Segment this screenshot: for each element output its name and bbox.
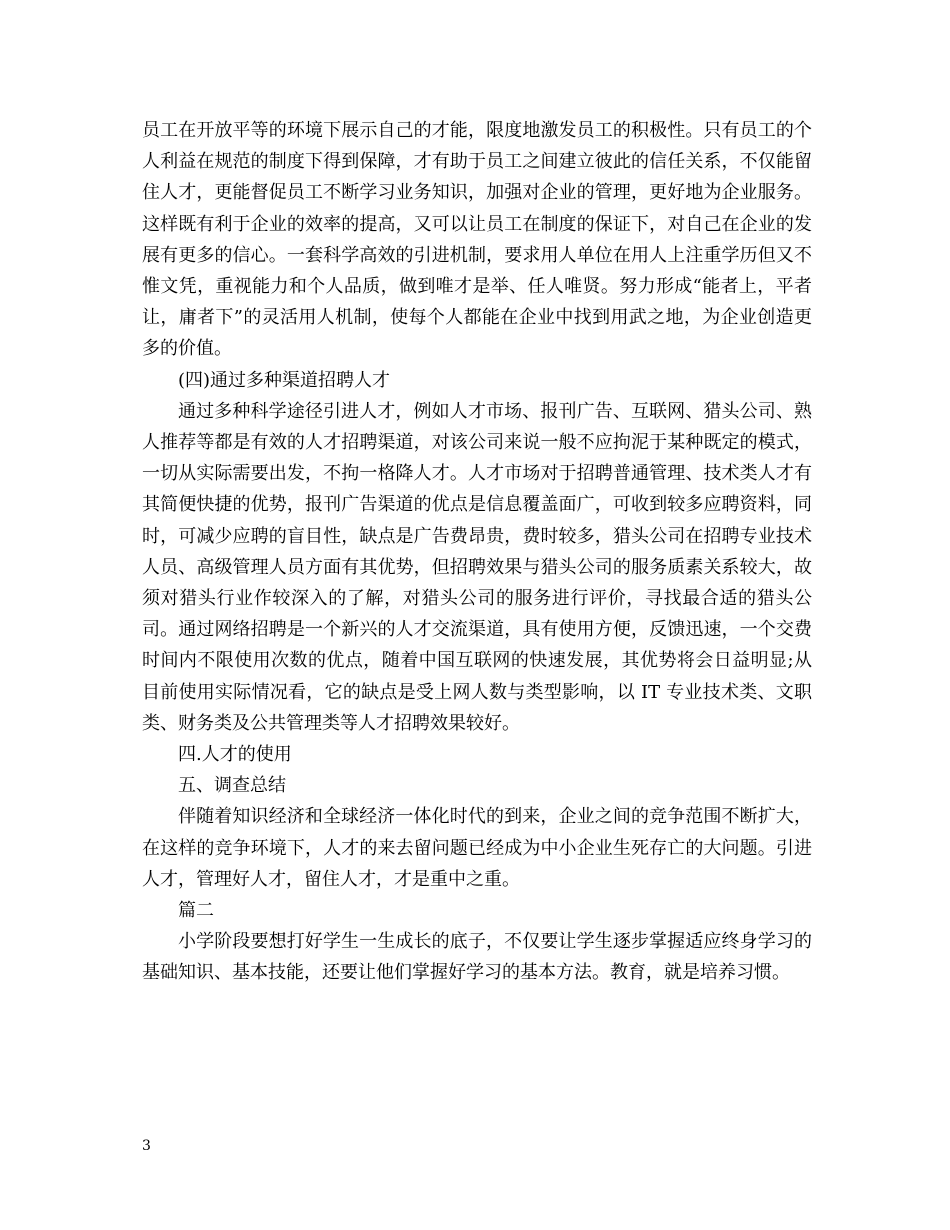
paragraph-continuation: 员工在开放平等的环境下展示自己的才能，限度地激发员工的积极性。只有员工的个人利益在规范的制度下得到保障，才有助于员工之间建立彼此的信任关系，不仅能留住人才，更能督促员工不断学习业务知识，加强对企业的管理，更好地为企业服务。这样既有利于企业的效率的提高，又可以让员工在制度的保证下，对自己在企业的发展有更多的信心。一套科学高效的引进机制，要求用人单位在用人上注重学历但又不惟文凭，重视能力和个人品质，做到唯才是举、任人唯贤。努力形成“能者上，平者让，庸者下”的灵活用人机制，使每个人都能在企业中找到用武之地，为企业创造更多的价值。 <box>142 120 812 360</box>
paragraph-survey-summary: 伴随着知识经济和全球经济一体化时代的到来，企业之间的竞争范围不断扩大，在这样的竞争环境下，人才的来去留问题已经成为中小企业生死存亡的大问题。引进人才，管理好人才，留住人才，才是重中之重。 <box>142 806 812 890</box>
section-heading-survey-summary: 五、调查总结 <box>178 775 286 797</box>
section-heading-recruitment-channels: (四)通过多种渠道招聘人才 <box>178 369 391 391</box>
section-heading-part-two: 篇二 <box>178 900 214 922</box>
paragraph-primary-school: 小学阶段要想打好学生一生成长的底子，不仅要让学生逐步掌握适应终身学习的基础知识、基本技能，还要让他们掌握好学习的基本方法。教育，就是培养习惯。 <box>142 931 812 984</box>
page-number: 3 <box>142 1138 151 1154</box>
paragraph-recruitment-channels: 通过多种科学途径引进人才，例如人才市场、报刊广告、互联网、猎头公司、熟人推荐等都是有效的人才招聘渠道，对该公司来说一般不应拘泥于某种既定的模式，一切从实际需要出发，不拘一格降人才。人才市场对于招聘普通管理、技术类人才有其简便快捷的优势，报刊广告渠道的优点是信息覆盖面广，可收到较多应聘资料，同时，可减少应聘的盲目性，缺点是广告费昂贵，费时较多，猎头公司在招聘专业技术人员、高级管理人员方面有其优势，但招聘效果与猎头公司的服务质素关系较大，故须对猎头行业作较深入的了解，对猎头公司的服务进行评价，寻找最合适的猎头公司。通过网络招聘是一个新兴的人才交流渠道，具有使用方便，反馈迅速，一个交费时间内不限使用次数的优点，随着中国互联网的快速发展，其优势将会日益明显;从目前使用实际情况看，它的缺点是受上网人数与类型影响，以 IT 专业技术类、文职类、财务类及公共管理类等人才招聘效果较好。 <box>142 400 812 734</box>
section-heading-talent-use: 四.人才的使用 <box>178 744 292 766</box>
document-body <box>142 115 812 989</box>
